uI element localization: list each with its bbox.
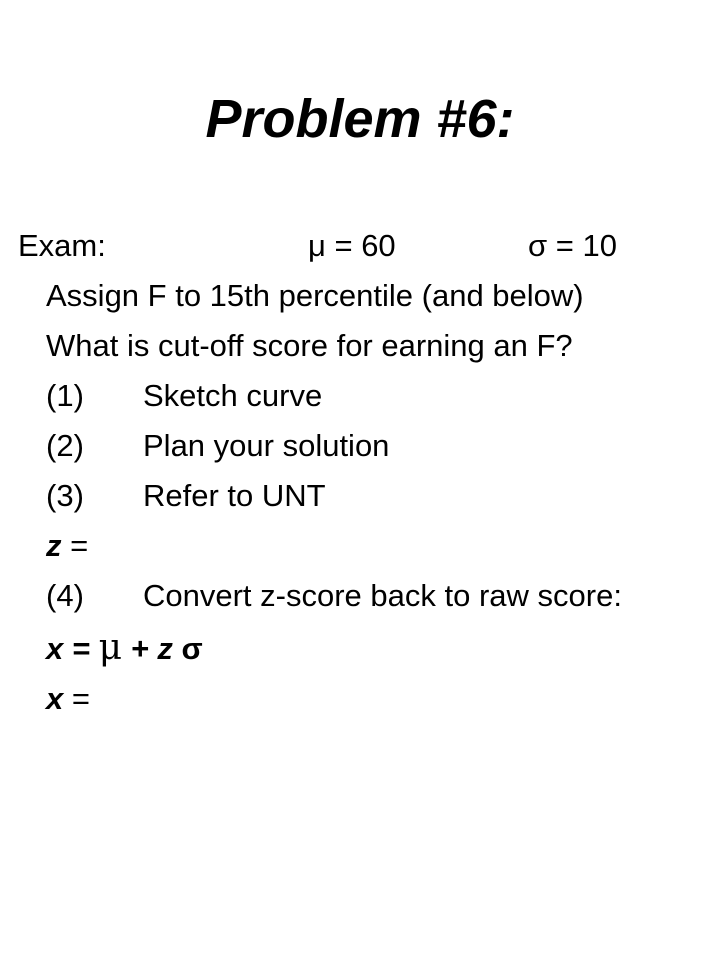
formula-lhs: x = [46, 631, 99, 666]
step-1-text: Sketch curve [143, 378, 323, 413]
assign-line: Assign F to 15th percentile (and below) [46, 278, 584, 313]
x-equals: = [63, 681, 90, 716]
exam-line [18, 226, 686, 266]
x-line [46, 679, 686, 719]
step-1 [46, 376, 686, 416]
step-2-text: Plan your solution [143, 428, 390, 463]
step-4 [46, 576, 686, 616]
formula-line [46, 628, 686, 669]
slide-body [18, 226, 686, 729]
formula-mu: μ [98, 627, 122, 668]
step-4-number: (4) [46, 578, 84, 613]
z-line [46, 526, 686, 566]
step-2-number: (2) [46, 428, 84, 463]
z-equals: = [61, 528, 89, 563]
step-3-text: Refer to UNT [143, 478, 326, 513]
step-3 [46, 476, 686, 516]
step-2 [46, 426, 686, 466]
step-3-number: (3) [46, 478, 84, 513]
exam-label: Exam: [18, 228, 106, 263]
exam-mean: μ = 60 [308, 228, 396, 263]
page-title: Problem #6: [205, 89, 515, 149]
step-4-text: Convert z-score back to raw score: [143, 578, 622, 613]
exam-sd: σ = 10 [528, 228, 617, 263]
x-variable: x [46, 681, 64, 716]
formula-sigma: σ [181, 631, 203, 666]
z-variable: z [46, 528, 62, 563]
formula-mid: + z [121, 631, 182, 666]
step-1-number: (1) [46, 378, 84, 413]
question-line: What is cut-off score for earning an F? [46, 328, 573, 363]
